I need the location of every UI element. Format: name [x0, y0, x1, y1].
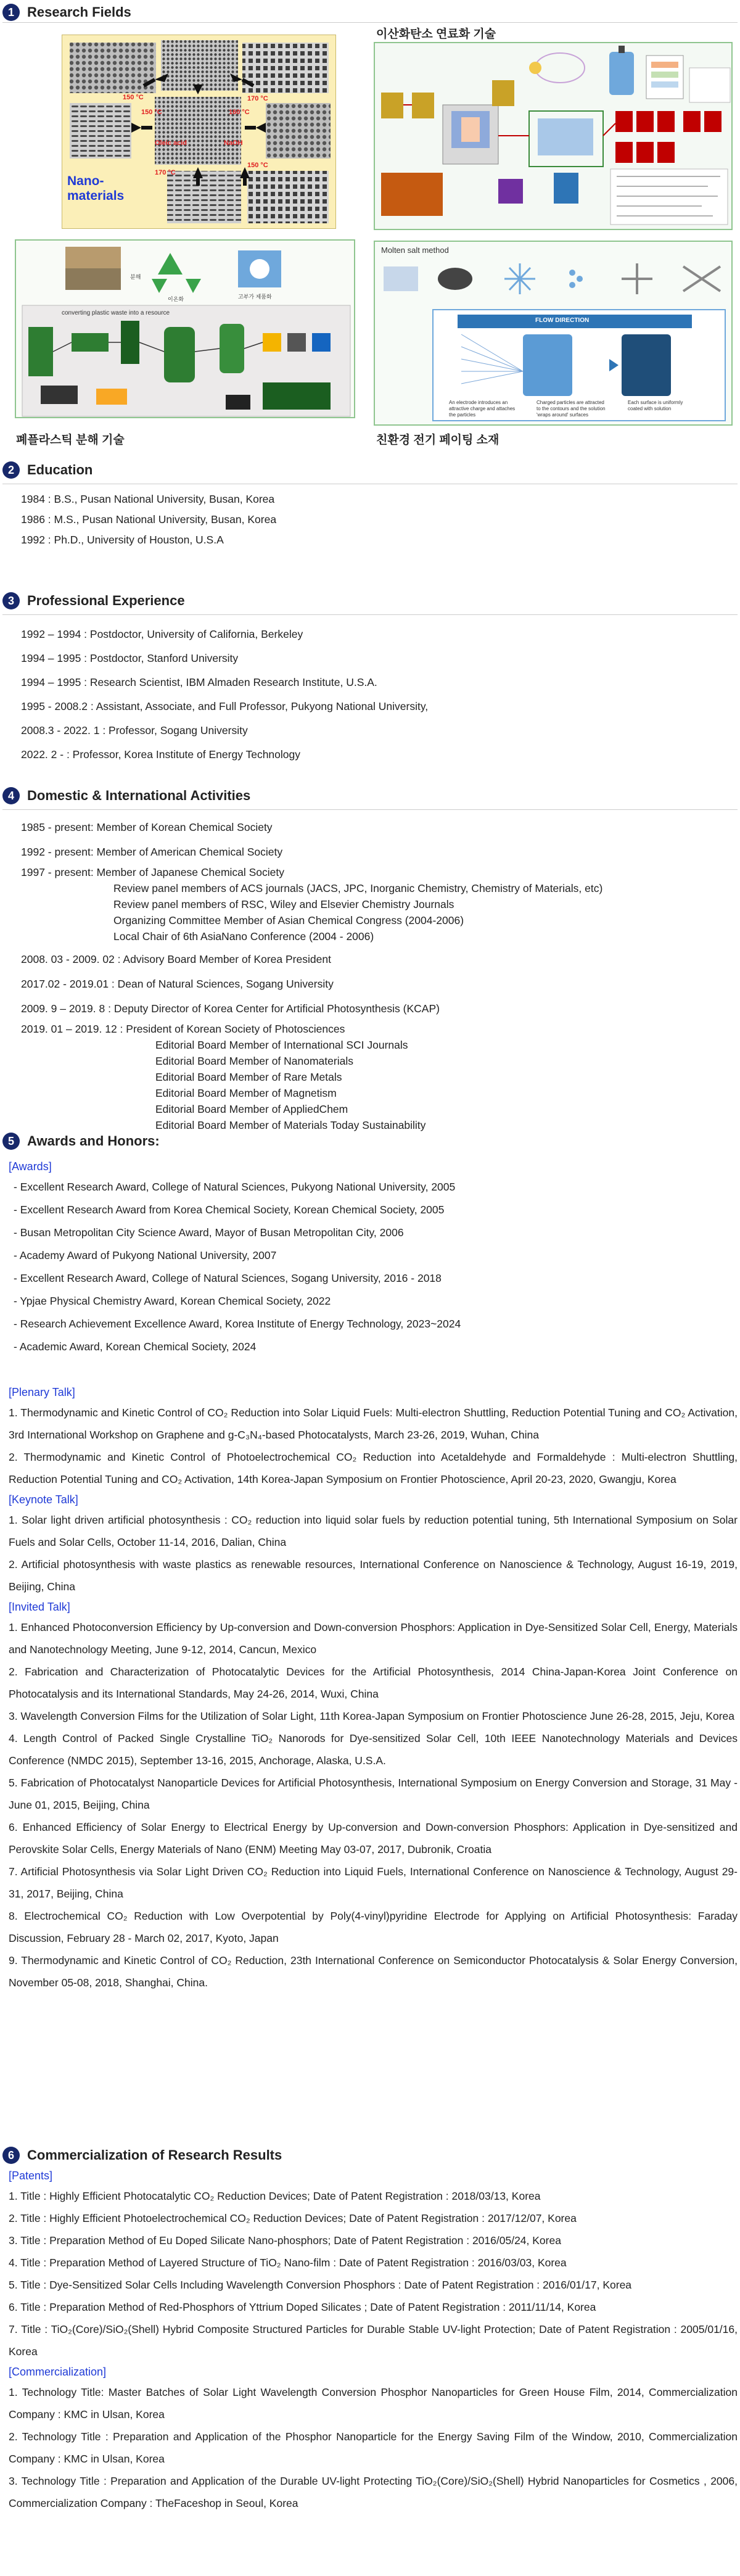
flow-direction-banner: FLOW DIRECTION [535, 317, 590, 324]
patent-item: 6. Title : Preparation Method of Red-Phosphors of Yttrium Doped Silicates ; Date of Patent Registration : 2011/11/14, Korea [9, 2301, 596, 2313]
activity-item: 1997 - present: Member of Japanese Chemical Society [21, 866, 285, 878]
experience-item: 1992 – 1994 : Postdoctor, University of California, Berkeley [21, 628, 303, 640]
divider [2, 22, 738, 23]
plating-diagram [375, 242, 733, 426]
section-title: Professional Experience [27, 593, 185, 608]
patent-item: 4. Title : Preparation Method of Layered Structure of TiO₂ Nano-film : Date of Patent Registration : 2016/03/03, Korea [9, 2256, 567, 2269]
education-item: 1984 : B.S., Pusan National University, Busan, Korea [21, 493, 275, 505]
figure-plastic-decomposition [15, 239, 355, 418]
plenary-heading: [Plenary Talk] [9, 1386, 75, 1398]
section-title: Commercialization of Research Results [27, 2147, 282, 2163]
activity-item: 2009. 9 – 2019. 8 : Deputy Director of Korea Center for Artificial Photosynthesis (KCAP) [21, 1002, 440, 1015]
activities-section [2, 787, 738, 1133]
patent-item: 2. Title : Highly Efficient Photoelectrochemical CO₂ Reduction Devices; Date of Patent Registration : 2017/12/07, Korea [9, 2212, 577, 2224]
awards-section [2, 1133, 738, 1994]
section-number: 3 [2, 592, 20, 609]
section-head [2, 461, 738, 479]
experience-item: 1995 - 2008.2 : Assistant, Associate, and Full Professor, Pukyong National University, [21, 700, 429, 712]
award-item: - Excellent Research Award, College of Natural Sciences, Sogang University, 2016 - 2018 [14, 1272, 442, 1284]
section-research-fields [2, 4, 131, 21]
activity-subitem: Editorial Board Member of Magnetism [155, 1087, 337, 1099]
invited-item: 5. Fabrication of Photocatalyst Nanoparticle Devices for Artificial Photosynthesis, International Symposium on Energy Conversion and Storage, 31 May - June 01, 2015, Beijing, China [9, 1777, 738, 1811]
award-item: - Ypjae Physical Chemistry Award, Korean Chemical Society, 2022 [14, 1295, 331, 1307]
temp-label: 150 °C [247, 162, 268, 169]
invited-item: 8. Electrochemical CO₂ Reduction with Low Overpotential by Poly(4-vinyl)pyridine Electrode for Applying on Artificial Photosynthesis: Faraday Discussion, February 28 - March 02, 2017, Kyoto, Japan [9, 1910, 738, 1944]
keynote-item: 1. Solar light driven artificial photosynthesis : CO₂ reduction into liquid solar fuels by reduction potential tuning, 5th International Symposium on Solar Fuels and Solar Cells, October 11-14, 2016, Dalian, China [9, 1514, 738, 1548]
invited-item: 2. Fabrication and Characterization of Photocatalytic Devices for the Artificial Photosynthesis, 2014 China-Japan-Korea Joint Conference on Photocatalysis and its International Standards, May 24-26, 2014, Wuxi, China [9, 1666, 738, 1700]
patent-item: 1. Title : Highly Efficient Photocatalytic CO₂ Reduction Devices; Date of Patent Registration : 2018/03/13, Korea [9, 2190, 541, 2202]
reagent-label: Oleic acid [155, 139, 187, 147]
section-number: 2 [2, 461, 20, 479]
invited-item: 9. Thermodynamic and Kinetic Control of CO₂ Reduction, 23th International Conference on Semiconductor Photocatalysis & Solar Energy Conversion, November 05-08, 2018, Shanghai, China. [9, 1954, 738, 1989]
commercialization-heading: [Commercialization] [9, 2366, 107, 2378]
temp-label: 160 °C [229, 109, 250, 116]
section-head [2, 2147, 738, 2164]
plastic-icon-label: 고부가 제품화 [238, 294, 272, 300]
invited-item: 1. Enhanced Photoconversion Efficiency by Up-conversion and Down-conversion Phosphors: Application in Dye-Sensitized Solar Cell, Energy, Materials and Nanotechnology Meeting, June 9-12, 2014, Cancun, Mexico [9, 1621, 738, 1656]
education-item: 1986 : M.S., Pusan National University, Busan, Korea [21, 513, 277, 526]
figure-plating-label: 친환경 전기 페이팅 소재 [376, 434, 500, 447]
plating-note: Charged particles are attracted to the contours and the solution 'wraps around' surfaces [536, 400, 606, 418]
reagent-label: NaOH [224, 139, 243, 147]
figure-co2-label: 이산화탄소 연료화 기술 [376, 28, 496, 41]
temp-label: 150 °C [141, 109, 162, 116]
activity-subitem: Editorial Board Member of International SCI Journals [155, 1039, 408, 1051]
section-title: Education [27, 462, 93, 477]
co2-process-diagram [375, 43, 733, 230]
patent-item: 7. Title : TiO₂(Core)/SiO₂(Shell) Hybrid Composite Structured Particles for Durable Stable UV-light Protection; Date of Patent Registration : 2005/01/16, Korea [9, 2323, 738, 2358]
section-number: 6 [2, 2147, 20, 2164]
figure-eco-plating [374, 241, 733, 426]
plating-note: Each surface is uniformly coated with solution [628, 400, 683, 411]
plastic-icon-label: 분해 [130, 274, 141, 280]
award-item: - Research Achievement Excellence Award, Korea Institute of Energy Technology, 2023~2024 [14, 1318, 461, 1330]
section-head [2, 1133, 738, 1150]
activity-item: 1985 - present: Member of Korean Chemical Society [21, 821, 273, 833]
nanomaterials-label: Nano- materials [67, 174, 125, 203]
experience-item: 2008.3 - 2022. 1 : Professor, Sogang University [21, 724, 248, 737]
activity-item: 2019. 01 – 2019. 12 : President of Korean Society of Photosciences [21, 1023, 345, 1035]
section-title: Domestic & International Activities [27, 788, 251, 803]
activity-subitem: Editorial Board Member of Nanomaterials [155, 1055, 353, 1067]
commercialization-item: 1. Technology Title: Master Batches of Solar Light Wavelength Conversion Phosphor Nanoparticles for Green House Film, 2014, Commercialization Company : KMC in Ulsan, Korea [9, 2386, 738, 2421]
divider [2, 614, 738, 615]
education-item: 1992 : Ph.D., University of Houston, U.S.A [21, 534, 224, 546]
activity-subitem: Review panel members of ACS journals (JACS, JPC, Inorganic Chemistry, Chemistry of Materials, etc) [113, 882, 603, 894]
experience-item: 1994 – 1995 : Postdoctor, Stanford University [21, 652, 239, 664]
invited-heading: [Invited Talk] [9, 1601, 70, 1613]
section-head [2, 592, 738, 609]
section-number: 5 [2, 1133, 20, 1150]
commercialization-item: 3. Technology Title : Preparation and Application of the Durable UV-light Protecting TiO₂(Core)/SiO₂(Shell) Hybrid Nanoparticles for Cosmetics , 2006, Commercialization Company : TheFaceshop in Seoul, Korea [9, 2475, 738, 2509]
keynote-item: 2. Artificial photosynthesis with waste plastics as renewable resources, International Conference on Nanoscience & Technology, August 16-19, 2019, Beijing, China [9, 1558, 738, 1593]
plastic-icon-label: 이온화 [168, 296, 184, 302]
activity-subitem: Editorial Board Member of Rare Metals [155, 1071, 342, 1083]
commercial-section [2, 2147, 738, 2514]
education-section [2, 461, 738, 550]
keynote-heading: [Keynote Talk] [9, 1493, 78, 1506]
activity-item: 1992 - present: Member of American Chemical Society [21, 846, 283, 858]
activity-subitem: Organizing Committee Member of Asian Chemical Congress (2004-2006) [113, 914, 464, 927]
invited-item: 6. Enhanced Efficiency of Solar Energy to Electrical Energy by Up-conversion and Down-conversion Phosphors: Application in Dye-sensitized and Perovskite Solar Cells, Energy Materials of Nano (ENM) Meeting May 03-07, 2017, Dubronik, Croatia [9, 1821, 738, 1856]
activity-subitem: Editorial Board Member of Materials Today Sustainability [155, 1119, 426, 1131]
temp-label: 170 °C [247, 95, 268, 102]
plastic-process-diagram [16, 241, 355, 418]
award-item: - Excellent Research Award from Korea Chemical Society, Korean Chemical Society, 2005 [14, 1203, 445, 1216]
plenary-item: 2. Thermodynamic and Kinetic Control of Photoelectrochemical CO₂ Reduction into Acetaldehyde and Formaldehyde : Multi-electron Shuttling, Reduction Potential Tuning and CO₂ Activation, 14th Korea-Japan Symposium on Frontier Photoscience, April 20-23, 2020, Gwangju, Korea [9, 1451, 738, 1485]
section-title: Research Fields [27, 4, 131, 20]
patent-item: 3. Title : Preparation Method of Eu Doped Silicate Nano-phosphors; Date of Patent Registration : 2016/05/24, Korea [9, 2234, 561, 2247]
invited-item: 4. Length Control of Packed Single Crystalline TiO₂ Nanorods for Dye-sensitized Solar Cell, 10th IEEE Nanotechnology Materials and Devices Conference (NMDC 2015), September 13-16, 2015, Anchorage, Alaska, U.S.A. [9, 1732, 738, 1767]
activity-item: 2008. 03 - 2009. 02 : Advisory Board Member of Korea President [21, 953, 331, 965]
award-item: - Academic Award, Korean Chemical Society, 2024 [14, 1340, 257, 1353]
section-head [2, 787, 738, 804]
figure-nanomaterials [62, 35, 336, 229]
activity-item: 2017.02 - 2019.01 : Dean of Natural Sciences, Sogang University [21, 978, 334, 990]
section-number: 4 [2, 787, 20, 804]
award-item: - Academy Award of Pukyong National University, 2007 [14, 1249, 277, 1261]
divider [2, 809, 738, 810]
experience-item: 2022. 2 - : Professor, Korea Institute of Energy Technology [21, 748, 301, 761]
plating-note: An electrode introduces an attractive charge and attaches the particles [449, 400, 516, 418]
plenary-item: 1. Thermodynamic and Kinetic Control of CO₂ Reduction into Solar Liquid Fuels: Multi-electron Shuttling, Reduction Potential Tuning and CO₂ Activation, 3rd International Workshop on Graphene and g-C₃N₄-based Photocatalysts, March 23-26, 2019, Wuhan, China [9, 1406, 738, 1441]
invited-item: 7. Artificial Photosynthesis via Solar Light Driven CO₂ Reduction into Liquid Fuels, International Conference on Nanoscience & Technology, August 29-31, 2017, Beijing, China [9, 1865, 738, 1900]
invited-item: 3. Wavelength Conversion Films for the Utilization of Solar Light, 11th Korea-Japan Symposium on Frontier Photoscience June 26-28, 2015, Jeju, Korea [9, 1710, 735, 1722]
activity-subitem: Editorial Board Member of AppliedChem [155, 1103, 348, 1115]
patents-heading: [Patents] [9, 2169, 53, 2182]
section-title: Awards and Honors: [27, 1133, 160, 1149]
experience-section [2, 592, 738, 767]
commercialization-item: 2. Technology Title : Preparation and Application of the Phosphor Nanoparticle for the Energy Saving Film of the Window, 2010, Commercialization Company : KMC in Ulsan, Korea [9, 2430, 738, 2465]
activity-subitem: Review panel members of RSC, Wiley and Elsevier Chemistry Journals [113, 898, 454, 910]
awards-heading: [Awards] [9, 1160, 52, 1173]
temp-label: 150 °C [123, 94, 144, 101]
award-item: - Excellent Research Award, College of Natural Sciences, Pukyong National University, 2005 [14, 1181, 456, 1193]
molten-salt-title: Molten salt method [381, 246, 449, 255]
temp-label: 170 °C [155, 169, 176, 176]
award-item: - Busan Metropolitan City Science Award, Mayor of Busan Metropolitan City, 2006 [14, 1226, 404, 1239]
figure-co2-fuel [374, 42, 733, 230]
section-number: 1 [2, 4, 20, 21]
experience-item: 1994 – 1995 : Research Scientist, IBM Almaden Research Institute, U.S.A. [21, 676, 377, 688]
activity-subitem: Local Chair of 6th AsiaNano Conference (2004 - 2006) [113, 930, 374, 943]
plastic-caption: converting plastic waste into a resource [62, 310, 170, 316]
figure-plastic-label: 폐플라스틱 분해 기술 [16, 434, 125, 447]
patent-item: 5. Title : Dye-Sensitized Solar Cells Including Wavelength Conversion Phosphors : Date of Patent Registration : 2016/01/17, Korea [9, 2279, 632, 2291]
